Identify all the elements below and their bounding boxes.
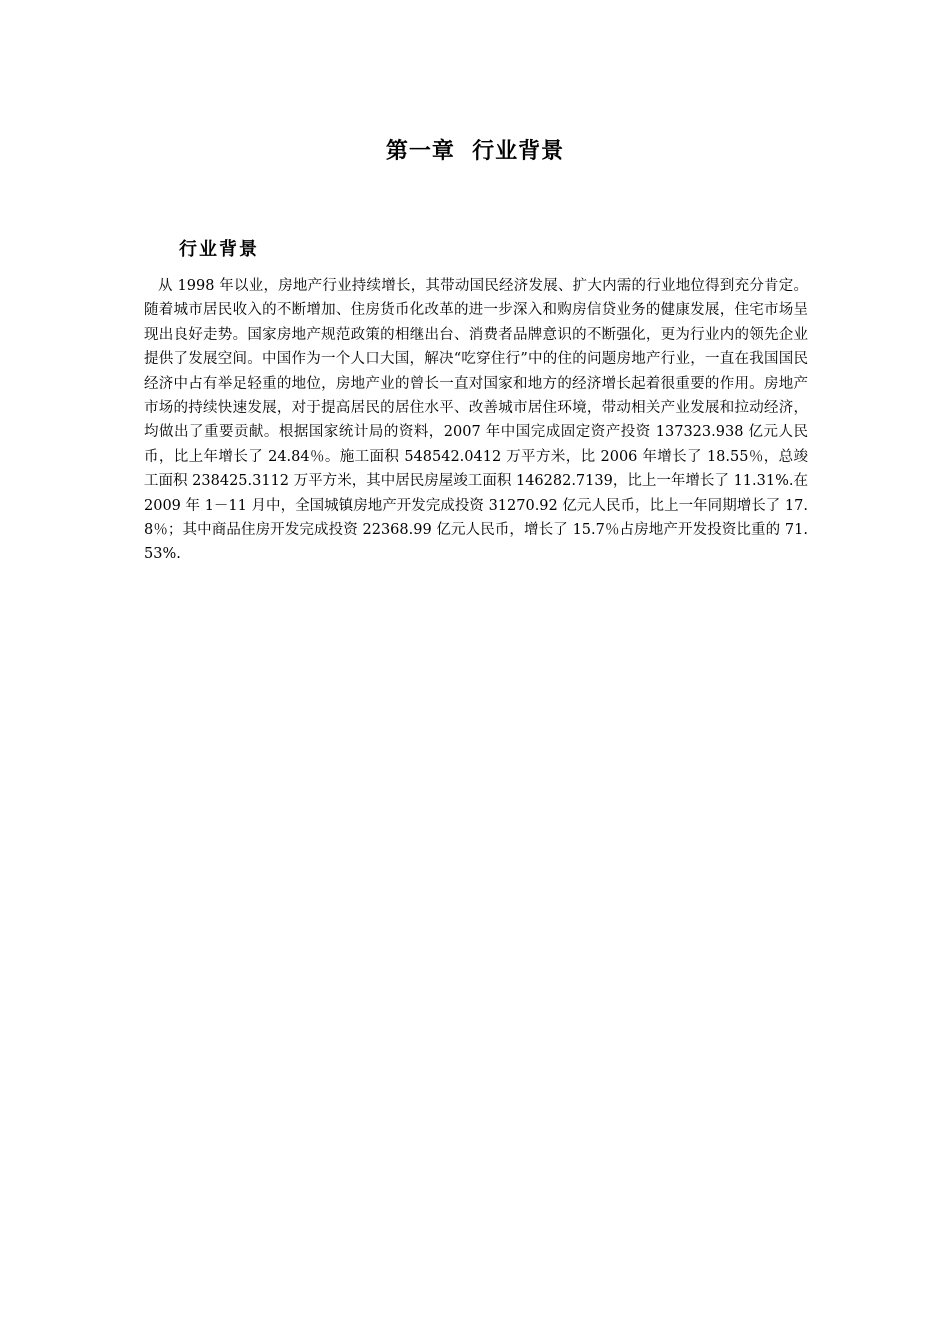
section-heading: 行业背景 [179,239,259,260]
body-paragraph: 从 1998 年以业，房地产行业持续增长，其带动国民经济发展、扩大内需的行业地位得到充分肯定。随着城市居民收入的不断增加、住房货币化改革的进一步深入和购房信贷业务的健康发展，住宅市场呈现出良好走势。国家房地产规范政策的相继出台、消费者品牌意识的不断强化，更为行业内的领先企业提供了发展空间。中国作为一个人口大国，解决“吃穿住行”中的住的问题房地产行业，一直在我国国民经济中占有举足轻重的地位，房地产业的曾长一直对国家和地方的经济增长起着很重要的作用。房地产市场的持续快速发展，对于提高居民的居住水平、改善城市居住环境，带动相关产业发展和拉动经济，均做出了重要贡献。根据国家统计局的资料，2007 年中国完成固定资产投资 137323.938 亿元人民币，比上年增长了 24.84％。施工面积 548542.0412 万平方米，比 2006 年增长了 18.55％，总竣工面积 238425.3112 万平方米，其中居民房屋竣工面积 146282.7139，比上一年增长了 11.31%.在 2009 年 1－11 月中，全国城镇房地产开发完成投资 31270.92 亿元人民币，比上一年同期增长了 17.8％；其中商品住房开发完成投资 22368.99 亿元人民币，增长了 15.7％占房地产开发投资比重的 71.53%. [144,278,808,563]
chapter-title: 第一章 行业背景 [385,139,565,164]
